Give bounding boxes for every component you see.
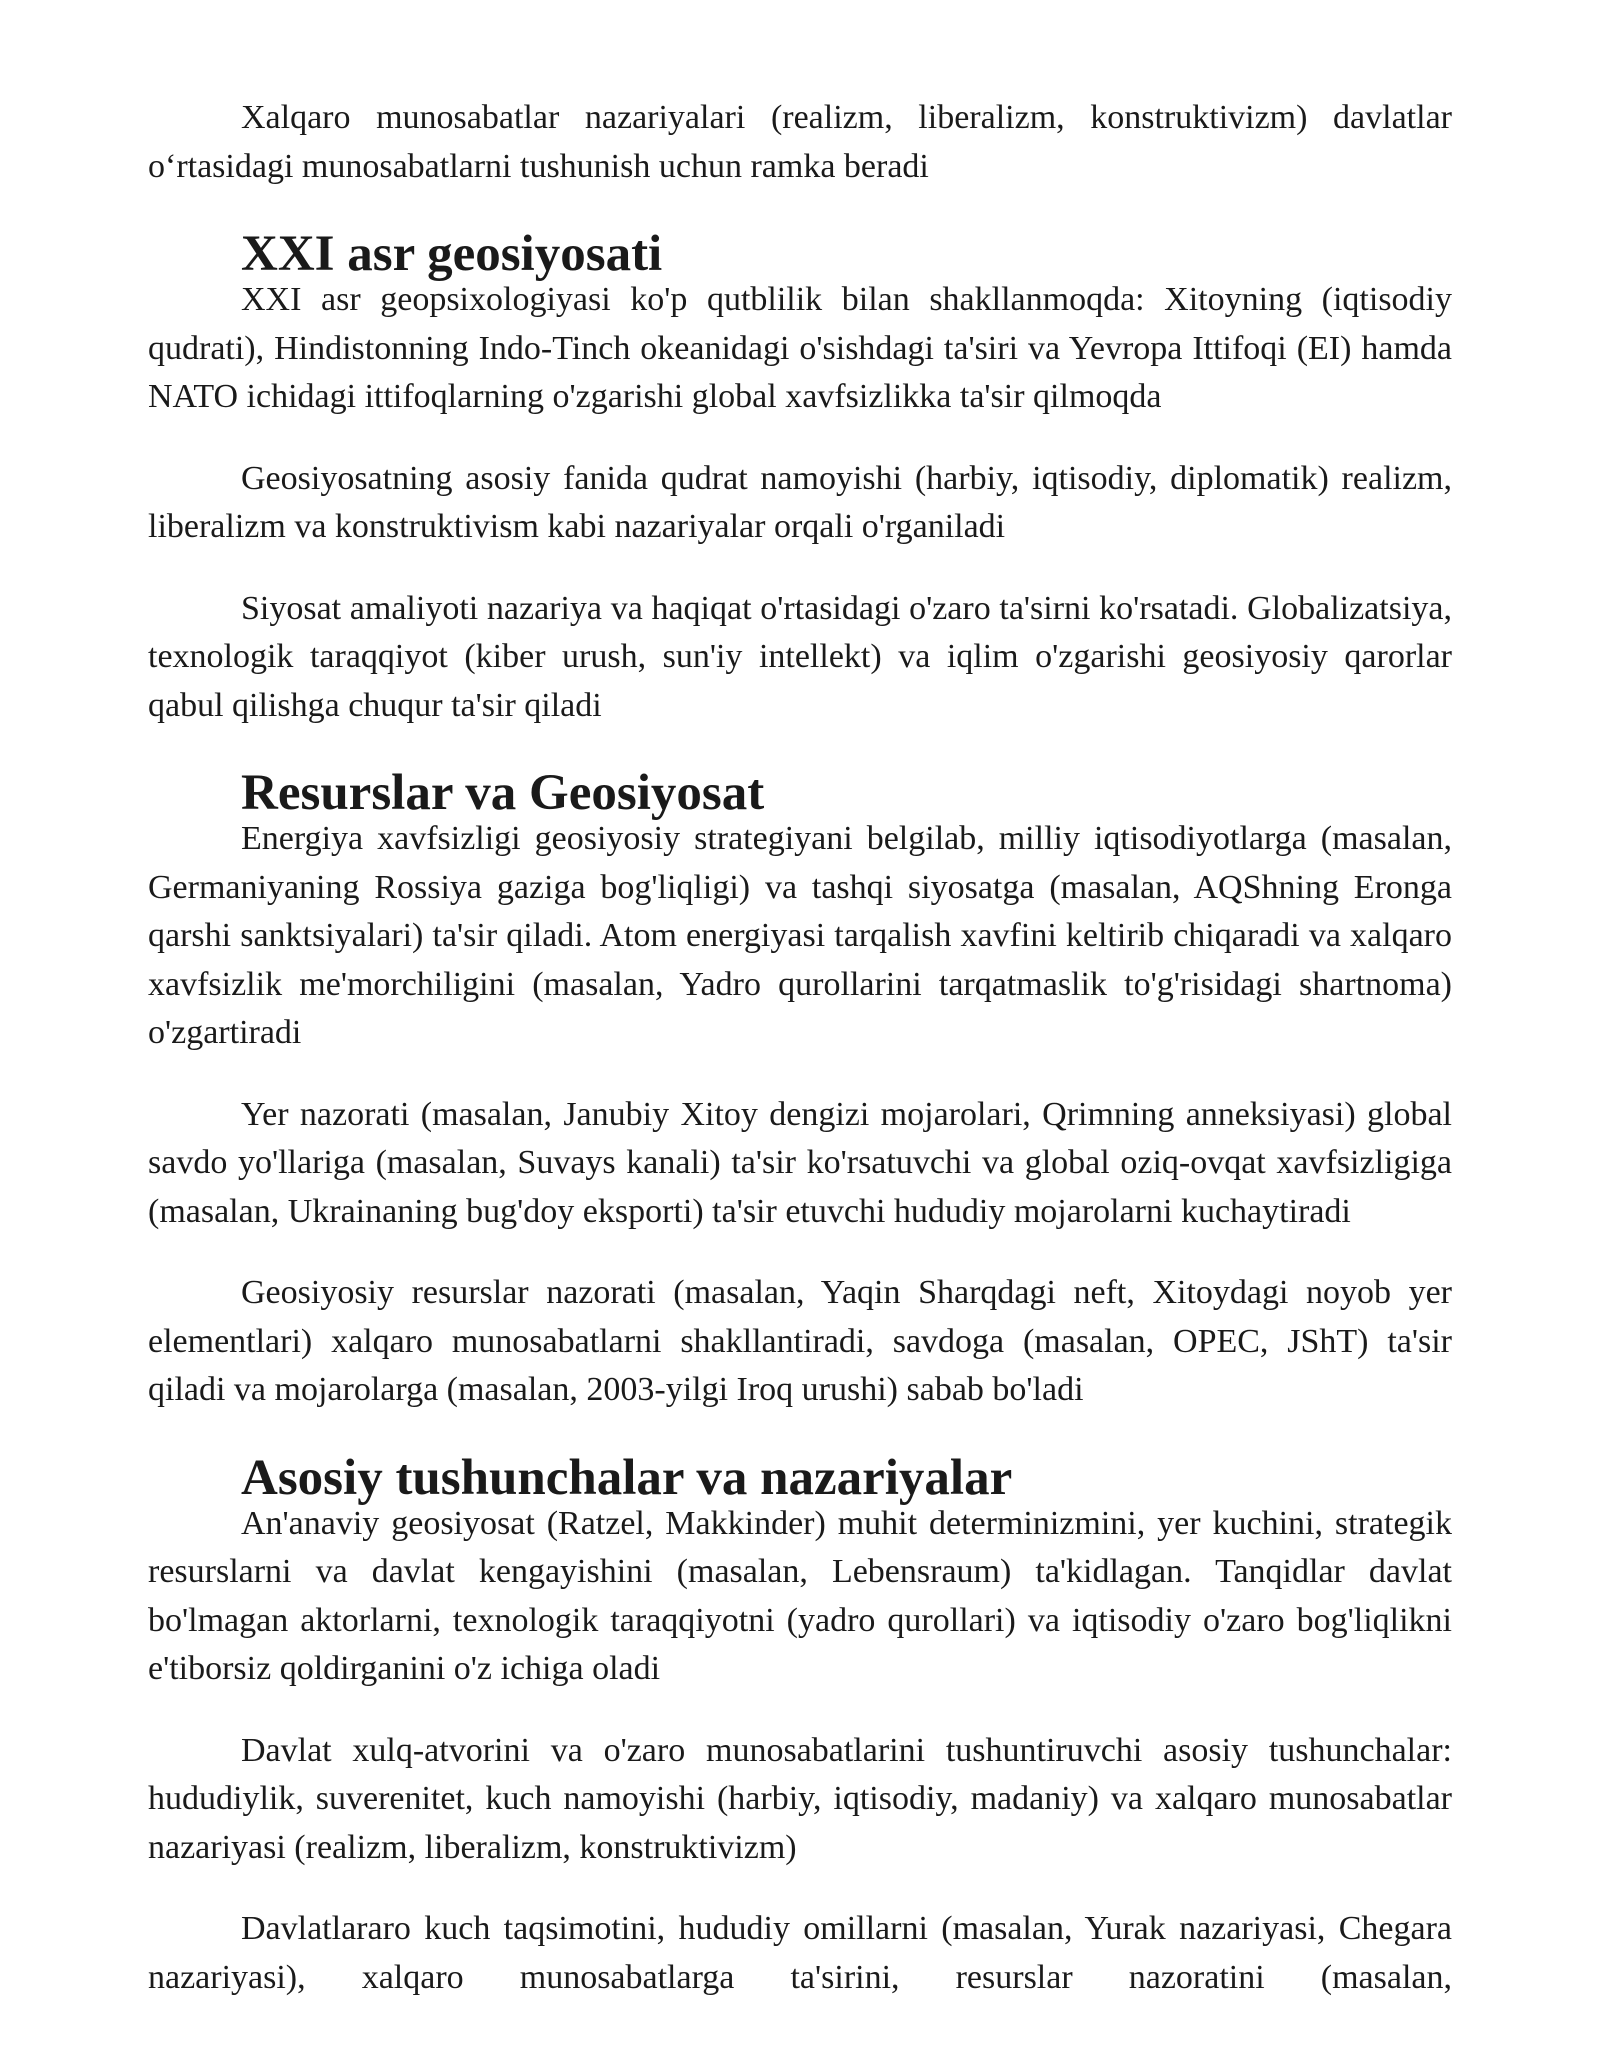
- paragraph-multipolarity: XXI asr geopsixologiyasi ko'p qutblilik bilan shakllanmoqda: Xitoyning (iqtisodiy qudrati), Hindistonning Indo-Tinch okeanidagi o'sishdagi ta'siri va Yevropa Ittifoqi (EI) hamda NATO ichidagi ittifoqlarning o'zgarishi global xavfsizlikka ta'sir qilmoqda: [148, 281, 1452, 415]
- paragraph-intro: Xalqaro munosabatlar nazariyalari (realizm, liberalizm, konstruktivizm) davlatlar o‘rtasidagi munosabatlarni tushunish uchun ramka beradi: [148, 99, 1452, 185]
- paragraph-core-concepts: Davlat xulq-atvorini va o'zaro munosabatlarini tushuntiruvchi asosiy tushunchalar: hududiylik, suverenitet, kuch namoyishi (harbiy, iqtisodiy, madaniy) va xalqaro munosabatlar nazariyasi (realizm, liberalizm, konstruktivizm): [148, 1731, 1452, 1866]
- heading-key-concepts: Asosiy tushunchalar va nazariyalar: [241, 1449, 1013, 1506]
- paragraph-energy-security: Energiya xavfsizligi geosiyosiy strategiyani belgilab, milliy iqtisodiyotlarga (masalan, Germaniyaning Rossiya gaziga bog'liqligi) va tashqi siyosatga (masalan, AQShning Eronga qarshi sanktsiyalari) ta'sir qiladi. Atom energiyasi tarqalish xavfini keltirib chiqaradi va xalqaro xavfsizlik me'morchiligini (masalan, Yadro qurollarini tarqatmaslik to'g'risidagi shartnoma) o'zgartiradi: [148, 820, 1452, 1051]
- paragraph-traditional-geopolitics: An'anaviy geosiyosat (Ratzel, Makkinder) muhit determinizmini, yer kuchini, strategik resurslarni va davlat kengayishini (masalan, Lebensraum) ta'kidlagan. Tanqidlar davlat bo'lmagan aktorlarni, texnologik taraqqiyotni (yadro qurollari) va iqtisodiy o'zaro bog'liqlikni e'tiborsiz qoldirganini o'z ichiga oladi: [148, 1504, 1452, 1687]
- paragraph-land-control: Yer nazorati (masalan, Janubiy Xitoy dengizi mojarolari, Qrimning anneksiyasi) global savdo yo'llariga (masalan, Suvays kanali) ta'sir ko'rsatuvchi va global oziq-ovqat xavfsizligiga (masalan, Ukrainaning bug'doy eksporti) ta'sir etuvchi hududiy mojarolarni kuchaytiradi: [148, 1095, 1452, 1230]
- heading-xxi-geopolitics: XXI asr geosiyosati: [241, 226, 663, 282]
- heading-resources-geopolitics: Resurslar va Geosiyosat: [241, 765, 765, 821]
- paragraph-policy-practice: Siyosat amaliyoti nazariya va haqiqat o'rtasidagi o'zaro ta'sirni ko'rsatadi. Globalizatsiya, texnologik taraqqiyot (kiber urush, sun'iy intellekt) va iqlim o'zgarishi geosiyosiy qarorlar qabul qilishga chuqur ta'sir qiladi: [148, 589, 1452, 724]
- paragraph-resource-control: Geosiyosiy resurslar nazorati (masalan, Yaqin Sharqdagi neft, Xitoydagi noyob yer elementlari) xalqaro munosabatlarni shakllantiradi, savdoga (masalan, OPEC, JShT) ta'sir qiladi va mojarolarga (masalan, 2003-yilgi Iroq urushi) sabab bo'ladi: [148, 1274, 1452, 1408]
- document-page: [148, 94, 1452, 2002]
- paragraph-power-distribution: Davlatlararo kuch taqsimotini, hududiy omillarni (masalan, Yurak nazariyasi, Chegara nazariyasi), xalqaro munosabatlarga ta'sirini, resurslar nazoratini (masalan,: [148, 1910, 1452, 1996]
- paragraph-power-projection: Geosiyosatning asosiy fanida qudrat namoyishi (harbiy, iqtisodiy, diplomatik) realizm, liberalizm va konstruktivism kabi nazariyalar orqali o'rganiladi: [148, 459, 1452, 545]
